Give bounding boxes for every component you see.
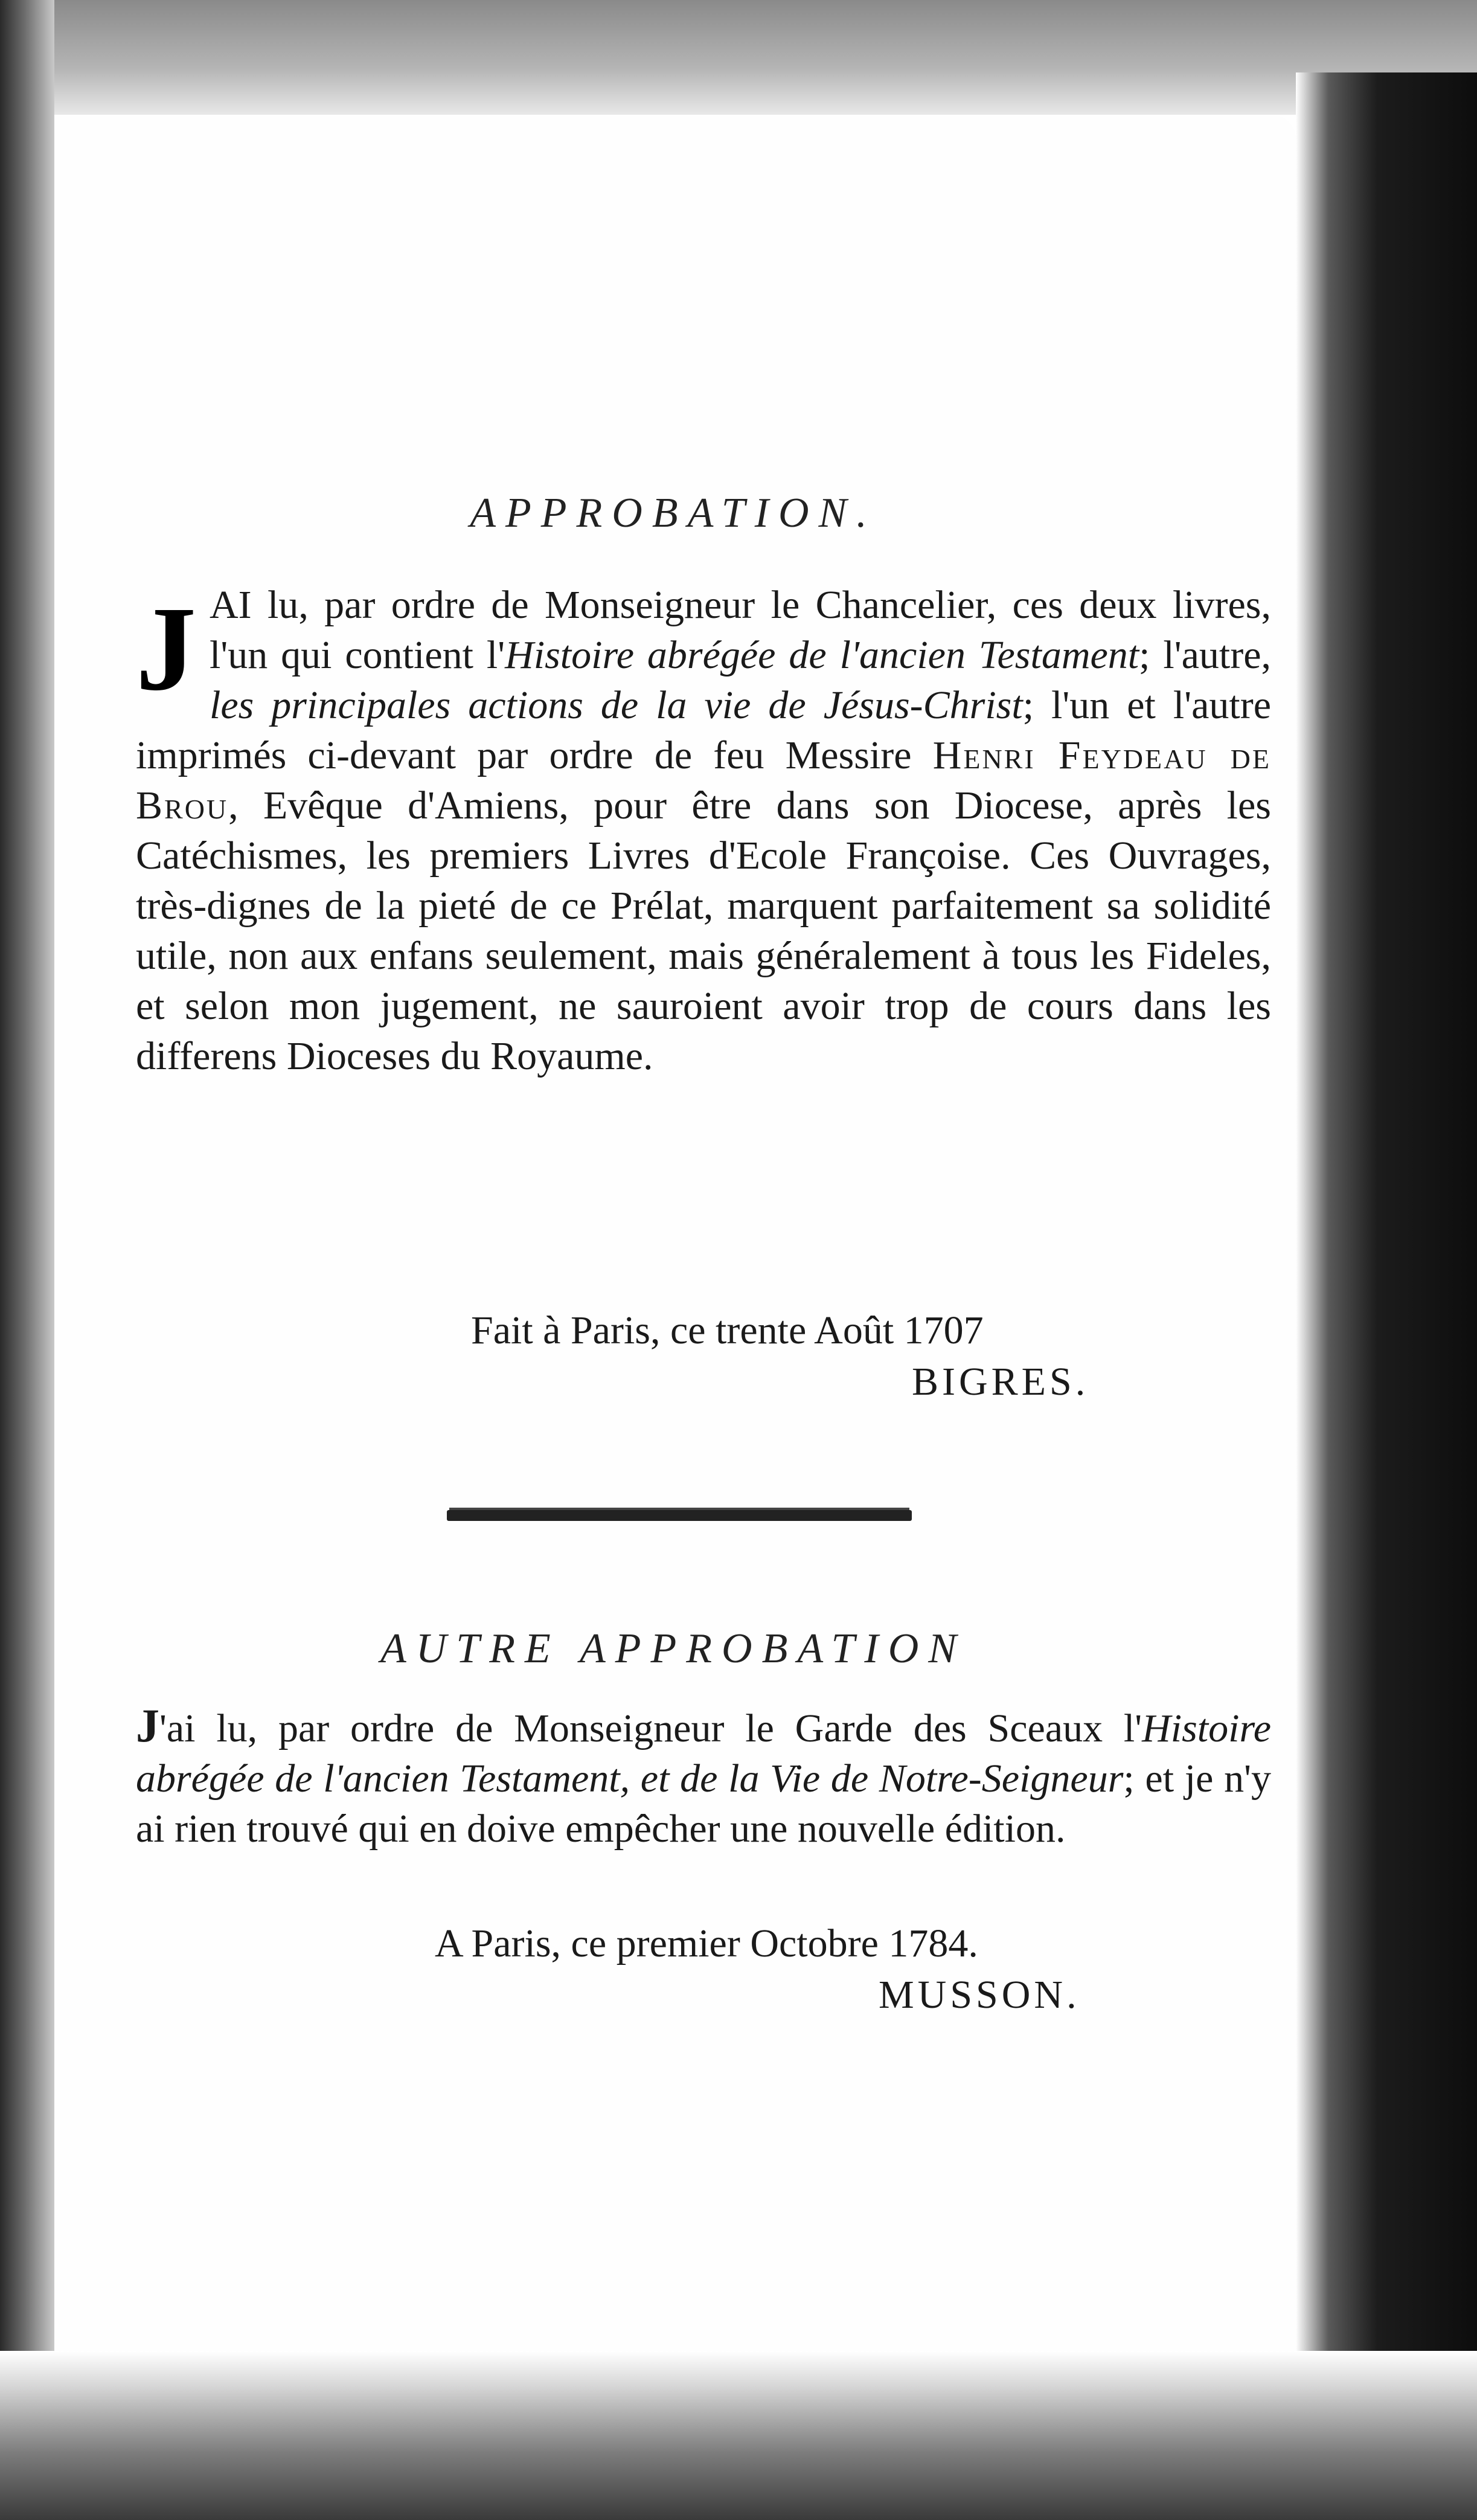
book-page — [54, 115, 1296, 2351]
approbation-title: APPROBATION. — [470, 490, 877, 536]
scan-border-bottom — [0, 2351, 1477, 2520]
autre-approbation-text — [136, 1700, 1271, 1854]
approbation-name: Henri Feydeau de Brou — [136, 733, 1271, 828]
approbation-work-b: les principales actions de la vie de Jésus-Christ — [210, 683, 1023, 727]
approbation-text-d: , Evêque d'Amiens, pour être dans son Diocese, après les Catéchismes, les premiers Livres d'Ecole Françoise. Ces Ouvrages, très-dignes de la pieté de ce Prélat, marquent parfaitement sa solidité utile, non aux enfans seulement, mais généralement à tous les Fideles, et selon mon jugement, ne sauroient avoir trop de cours dans les differens Dioceses du Royaume. — [136, 783, 1271, 1078]
autre-approbation-place-date: A Paris, ce premier Octobre 1784. — [435, 1921, 978, 1966]
scan-border-left — [0, 0, 54, 2520]
approbation-text-a: AI lu, par ordre de Monseigneur le Chancelier, ces deux livres, l'un qui contient l' — [210, 583, 1271, 677]
approbation-signature: BIGRES. — [912, 1360, 1089, 1404]
approbation-place-date: Fait à Paris, ce trente Août 1707 — [471, 1308, 984, 1352]
approbation-text-c: ; l'un et l'autre imprimés ci-devant par ordre de feu Messire — [136, 683, 1271, 777]
drop-cap: J — [136, 582, 196, 716]
approbation-text-b: ; l'autre, — [1139, 633, 1271, 677]
scan-border-right — [1296, 72, 1477, 2520]
autre-approbation-text-b: ; et je n'y ai rien trouvé qui en doive empêcher une nouvelle édition. — [136, 1757, 1271, 1851]
drop-cap-2: J — [136, 1699, 159, 1752]
approbation-text — [136, 580, 1271, 1081]
autre-approbation-signature: MUSSON. — [879, 1973, 1080, 2017]
scan-border-top — [0, 0, 1477, 115]
section-divider — [447, 1510, 912, 1521]
approbation-work-a: Histoire abrégée de l'ancien Testament — [505, 633, 1139, 677]
autre-approbation-work-a: Histoire abrégée de l'ancien Testament, et de la Vie de Notre-Seigneur — [136, 1706, 1271, 1801]
autre-approbation-title: AUTRE APPROBATION — [380, 1625, 966, 1672]
autre-approbation-text-a: 'ai lu, par ordre de Monseigneur le Garde des Sceaux l' — [159, 1706, 1142, 1750]
